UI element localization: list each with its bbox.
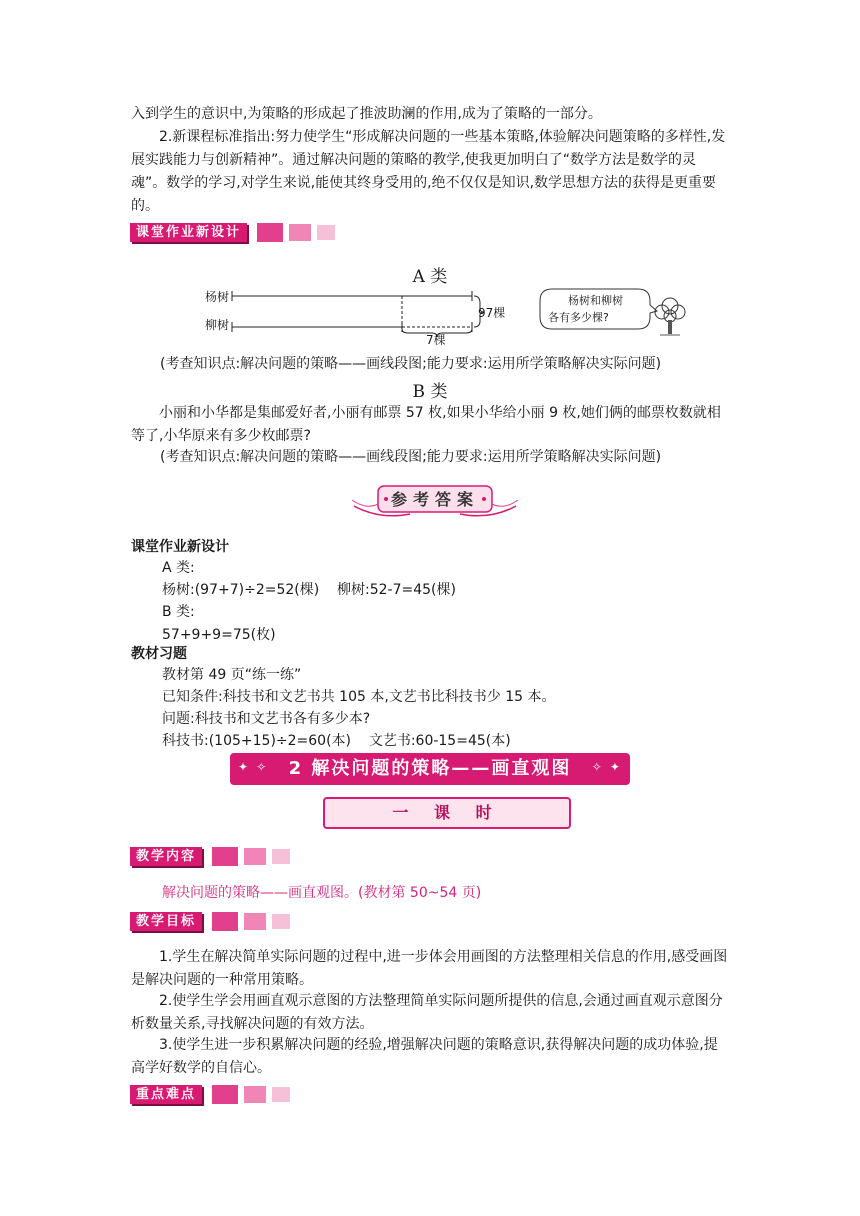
header-decor-square xyxy=(244,848,266,865)
header-decor-square xyxy=(272,849,290,864)
label-7: 7棵 xyxy=(426,333,446,347)
header-decor-square xyxy=(257,223,283,242)
type-b-title: B 类 xyxy=(412,382,448,402)
header-decor-square xyxy=(317,225,335,240)
label-liu: 柳树 xyxy=(205,318,230,332)
textbook-line-3: 问题:科技书和文艺书各有多少本? xyxy=(162,711,371,727)
header-decor-square xyxy=(244,913,266,930)
star-icon: ✦ ✧ xyxy=(238,760,269,774)
section-banner-title: 2 解决问题的策略——画直观图 xyxy=(288,758,572,779)
answer-a-label: A 类: xyxy=(162,560,195,576)
tree-svg xyxy=(652,292,688,338)
label-97: 97棵 xyxy=(478,306,506,320)
section-header-label: 课堂作业新设计 xyxy=(130,223,247,242)
line-segment-svg xyxy=(200,283,520,347)
answer-b-label: B 类: xyxy=(162,604,195,620)
answer-b-line: 57+9+9=75(枚) xyxy=(162,627,276,643)
type-b-problem: 小丽和小华都是集邮爱好者,小丽有邮票 57 枚,如果小华给小丽 9 枚,她们俩的邮票枚数就相等了,小华原来有多少枚邮票? xyxy=(131,405,721,444)
intro-line: 入到学生的意识中,为策略的形成起了推波助澜的作用,成为了策略的一部分。 xyxy=(131,106,602,122)
lesson-label: 一 课 时 xyxy=(323,797,571,829)
header-decor-square xyxy=(272,1087,290,1102)
bubble-text-1: 杨树和柳树 xyxy=(568,294,623,307)
header-decor-square xyxy=(212,1085,238,1104)
textbook-line-2: 已知条件:科技书和文艺书共 105 本,文艺书比科技书少 15 本。 xyxy=(162,689,556,705)
section-header-goals xyxy=(130,912,290,931)
section-header-homework xyxy=(130,223,335,242)
section-header-label: 重点难点 xyxy=(130,1085,202,1104)
section-header-content xyxy=(130,847,290,866)
tree-icon xyxy=(652,292,688,338)
answer-a-line: 杨树:(97+7)÷2=52(棵) 柳树:52-7=45(棵) xyxy=(162,582,456,598)
section-header-key xyxy=(130,1085,290,1104)
line-segment-diagram xyxy=(200,283,520,347)
reference-answer-title: 参考答案 xyxy=(390,490,479,509)
header-decor-square xyxy=(212,912,238,931)
textbook-line-1: 教材第 49 页“练一练” xyxy=(162,667,302,683)
goal-2: 2.使学生学会用画直观示意图的方法整理简单实际问题所提供的信息,会通过画直观示意图分析数量关系,寻找解决问题的有效方法。 xyxy=(131,993,723,1032)
textbook-line-4: 科技书:(105+15)÷2=60(本) 文艺书:60-15=45(本) xyxy=(162,733,511,749)
goal-3: 3.使学生进一步积累解决问题的经验,增强解决问题的策略意识,获得解决问题的成功体验,提高学好数学的自信心。 xyxy=(131,1037,718,1076)
header-decor-square xyxy=(272,914,290,929)
label-yang: 杨树 xyxy=(205,290,230,304)
type-a-title: A 类 xyxy=(412,267,448,287)
section-header-label: 教学目标 xyxy=(130,912,202,931)
type-a-note: (考查知识点:解决问题的策略——画线段图;能力要求:运用所学策略解决实际问题) xyxy=(160,356,662,372)
intro-paragraph-2: 2.新课程标准指出:努力使学生“形成解决问题的一些基本策略,体验解决问题策略的多样性,发展实践能力与创新精神”。通过解决问题的策略的教学,使我更加明白了“数学方法是数学的灵魂”。数学的学习,对学生来说,能使其终身受用的,绝不仅仅是知识,数学思想方法的获得是更重要的。 xyxy=(131,129,726,214)
goal-1: 1.学生在解决简单实际问题的过程中,进一步体会用画图的方法整理相关信息的作用,感受画图是解决问题的一种常用策略。 xyxy=(131,949,728,988)
header-decor-square xyxy=(244,1086,266,1103)
type-b-note: (考查知识点:解决问题的策略——画线段图;能力要求:运用所学策略解决实际问题) xyxy=(160,449,662,465)
answers-heading: 课堂作业新设计 xyxy=(131,539,229,555)
content-text: 解决问题的策略——画直观图。(教材第 50~54 页) xyxy=(162,885,482,901)
bubble-text-2: 各有多少棵? xyxy=(548,311,609,324)
header-decor-square xyxy=(289,224,311,241)
header-decor-square xyxy=(212,847,238,866)
star-icon: ✧ ✦ xyxy=(591,760,622,774)
textbook-heading: 教材习题 xyxy=(131,646,187,662)
section-header-label: 教学内容 xyxy=(130,847,202,866)
section-banner xyxy=(230,753,630,785)
